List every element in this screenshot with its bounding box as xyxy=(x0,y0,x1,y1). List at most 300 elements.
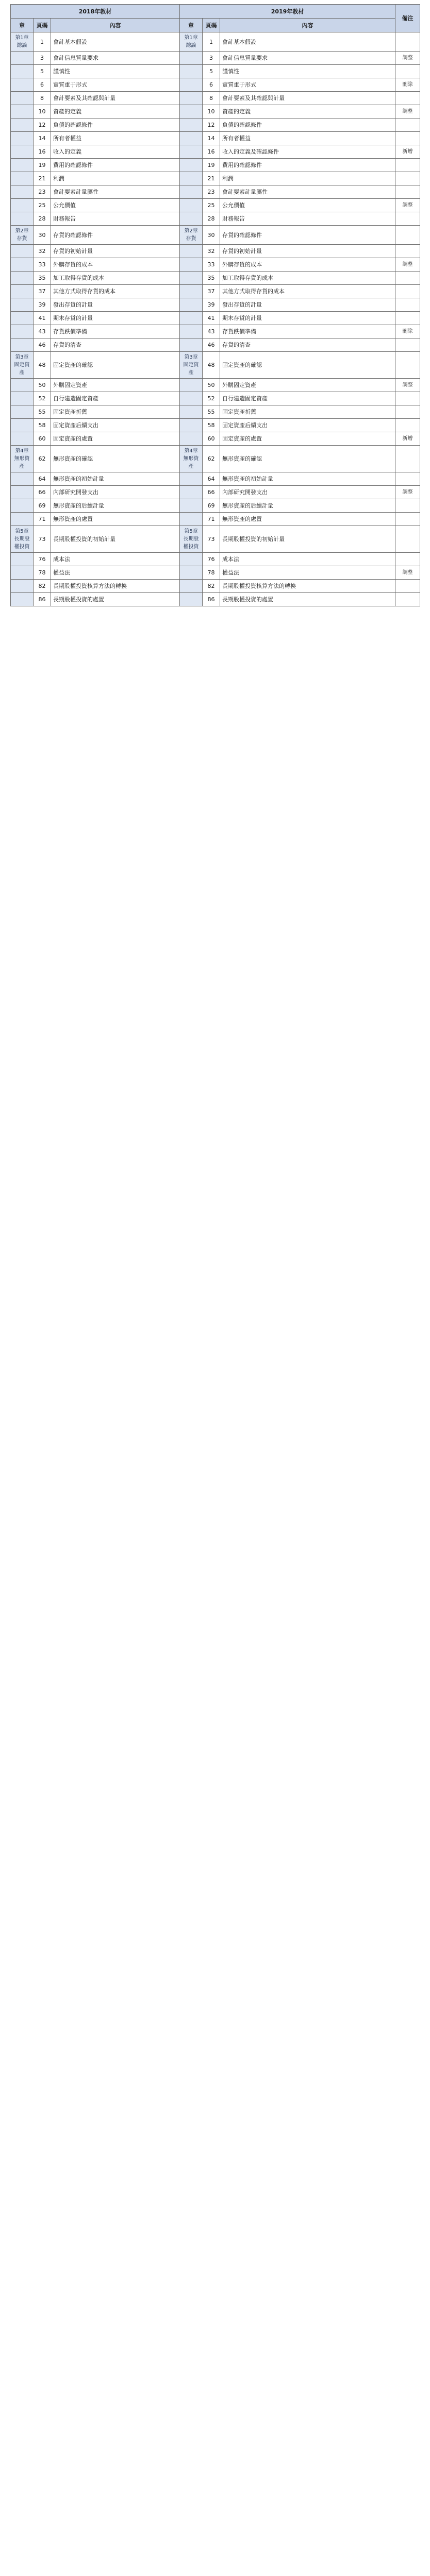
old-page-cell: 16 xyxy=(34,145,51,159)
old-chapter-cell: 第3章 固定資產 xyxy=(11,352,34,379)
old-content-col: 內容 xyxy=(51,19,180,32)
new-page-cell: 25 xyxy=(203,199,220,212)
old-content-cell: 謹慎性 xyxy=(51,65,180,78)
remark-cell xyxy=(395,132,420,145)
new-page-cell: 14 xyxy=(203,132,220,145)
new-content-cell: 成本法 xyxy=(220,553,395,566)
old-content-cell: 會計基本假設 xyxy=(51,32,180,52)
old-content-cell: 存貨的初始計量 xyxy=(51,245,180,258)
table-row xyxy=(11,419,420,432)
old-chapter-cell xyxy=(11,566,34,580)
new-content-cell: 費用的確認條件 xyxy=(220,159,395,172)
new-chapter-cell xyxy=(180,132,203,145)
new-content-cell: 長期股權投資的初始計量 xyxy=(220,526,395,553)
table-row xyxy=(11,499,420,513)
table-row xyxy=(11,118,420,132)
new-page-cell: 62 xyxy=(203,446,220,472)
table-row xyxy=(11,325,420,338)
table-row xyxy=(11,212,420,226)
new-content-cell: 謹慎性 xyxy=(220,65,395,78)
new-content-cell: 無形資產的處置 xyxy=(220,513,395,526)
old-chapter-cell xyxy=(11,392,34,405)
new-content-cell: 其他方式取得存貨的成本 xyxy=(220,285,395,298)
old-chapter-cell xyxy=(11,145,34,159)
remark-cell xyxy=(395,245,420,258)
old-page-cell: 19 xyxy=(34,159,51,172)
new-page-cell: 21 xyxy=(203,172,220,185)
new-content-cell: 長期股權投資的處置 xyxy=(220,593,395,606)
old-page-cell: 50 xyxy=(34,379,51,392)
new-content-cell: 存貨跌價準備 xyxy=(220,325,395,338)
new-page-cell: 33 xyxy=(203,258,220,272)
old-page-cell: 1 xyxy=(34,32,51,52)
old-chapter-cell xyxy=(11,486,34,499)
old-content-cell: 所有者權益 xyxy=(51,132,180,145)
old-content-cell: 費用的確認條件 xyxy=(51,159,180,172)
new-page-cell: 3 xyxy=(203,52,220,65)
new-page-cell: 55 xyxy=(203,405,220,419)
old-chapter-cell xyxy=(11,298,34,312)
remark-cell xyxy=(395,159,420,172)
comparison-table-page xyxy=(10,4,420,606)
new-content-cell: 存貨的初始計量 xyxy=(220,245,395,258)
old-content-cell: 外購固定資產 xyxy=(51,379,180,392)
remark-cell xyxy=(395,352,420,379)
old-content-cell: 固定資產的確認 xyxy=(51,352,180,379)
old-chapter-cell: 第1章 總論 xyxy=(11,32,34,52)
old-content-cell: 負債的確認條件 xyxy=(51,118,180,132)
table-row xyxy=(11,78,420,92)
old-chapter-cell xyxy=(11,312,34,325)
remark-cell xyxy=(395,446,420,472)
table-row xyxy=(11,486,420,499)
new-page-cell: 69 xyxy=(203,499,220,513)
new-page-cell: 19 xyxy=(203,159,220,172)
remark-cell xyxy=(395,272,420,285)
remark-cell xyxy=(395,312,420,325)
new-page-cell: 28 xyxy=(203,212,220,226)
old-page-cell: 6 xyxy=(34,78,51,92)
old-chapter-cell xyxy=(11,499,34,513)
new-chapter-cell xyxy=(180,379,203,392)
old-page-cell: 3 xyxy=(34,52,51,65)
new-edition-heading: 2019年教材 xyxy=(180,5,395,19)
old-chapter-cell: 第2章 存貨 xyxy=(11,226,34,245)
old-page-cell: 76 xyxy=(34,553,51,566)
old-content-cell: 權益法 xyxy=(51,566,180,580)
new-chapter-cell xyxy=(180,405,203,419)
table-row xyxy=(11,446,420,472)
old-page-cell: 12 xyxy=(34,118,51,132)
new-chapter-cell xyxy=(180,185,203,199)
remark-cell: 調整 xyxy=(395,379,420,392)
remark-cell xyxy=(395,118,420,132)
new-content-cell: 無形資產的初始計量 xyxy=(220,472,395,486)
new-content-cell: 內部研究開發支出 xyxy=(220,486,395,499)
old-page-cell: 28 xyxy=(34,212,51,226)
old-content-cell: 收入的定義 xyxy=(51,145,180,159)
new-chapter-cell: 第4章 無形資產 xyxy=(180,446,203,472)
old-page-cell: 69 xyxy=(34,499,51,513)
old-page-cell: 30 xyxy=(34,226,51,245)
table-row xyxy=(11,92,420,105)
old-page-cell: 82 xyxy=(34,580,51,593)
old-content-cell: 長期股權投資的初始計量 xyxy=(51,526,180,553)
old-content-cell: 長期股權投資核算方法的轉換 xyxy=(51,580,180,593)
new-page-cell: 76 xyxy=(203,553,220,566)
new-page-cell: 43 xyxy=(203,325,220,338)
new-content-cell: 所有者權益 xyxy=(220,132,395,145)
new-chapter-cell xyxy=(180,553,203,566)
new-page-cell: 1 xyxy=(203,32,220,52)
new-chapter-cell: 第5章 長期股權投資 xyxy=(180,526,203,553)
old-page-col: 頁碼 xyxy=(34,19,51,32)
old-page-cell: 55 xyxy=(34,405,51,419)
old-content-cell: 內部研究開發支出 xyxy=(51,486,180,499)
old-page-cell: 58 xyxy=(34,419,51,432)
old-page-cell: 23 xyxy=(34,185,51,199)
old-chapter-cell xyxy=(11,52,34,65)
remark-cell xyxy=(395,32,420,52)
table-row xyxy=(11,172,420,185)
new-chapter-cell xyxy=(180,285,203,298)
old-content-cell: 存貨的清查 xyxy=(51,338,180,352)
old-content-cell: 無形資產的處置 xyxy=(51,513,180,526)
new-content-col: 內容 xyxy=(220,19,395,32)
table-row xyxy=(11,553,420,566)
table-row xyxy=(11,285,420,298)
new-chapter-cell xyxy=(180,52,203,65)
old-page-cell: 43 xyxy=(34,325,51,338)
table-row xyxy=(11,405,420,419)
new-page-cell: 60 xyxy=(203,432,220,446)
new-content-cell: 會計要素及其確認與計量 xyxy=(220,92,395,105)
remark-cell xyxy=(395,338,420,352)
new-page-cell: 50 xyxy=(203,379,220,392)
new-content-cell: 長期股權投資核算方法的轉換 xyxy=(220,580,395,593)
remark-cell xyxy=(395,580,420,593)
new-content-cell: 利潤 xyxy=(220,172,395,185)
new-page-cell: 73 xyxy=(203,526,220,553)
new-content-cell: 實質重于形式 xyxy=(220,78,395,92)
new-chapter-cell xyxy=(180,272,203,285)
new-chapter-cell: 第1章 總論 xyxy=(180,32,203,52)
new-content-cell: 資產的定義 xyxy=(220,105,395,118)
old-page-cell: 62 xyxy=(34,446,51,472)
remark-cell xyxy=(395,285,420,298)
new-page-cell: 52 xyxy=(203,392,220,405)
old-content-cell: 長期股權投資的處置 xyxy=(51,593,180,606)
old-chapter-cell xyxy=(11,92,34,105)
old-page-cell: 32 xyxy=(34,245,51,258)
old-page-cell: 25 xyxy=(34,199,51,212)
old-page-cell: 71 xyxy=(34,513,51,526)
old-page-cell: 73 xyxy=(34,526,51,553)
old-page-cell: 60 xyxy=(34,432,51,446)
old-content-cell: 固定資產的處置 xyxy=(51,432,180,446)
new-page-cell: 71 xyxy=(203,513,220,526)
new-page-cell: 6 xyxy=(203,78,220,92)
old-content-cell: 其他方式取得存貨的成本 xyxy=(51,285,180,298)
old-content-cell: 存貨跌價準備 xyxy=(51,325,180,338)
table-row xyxy=(11,472,420,486)
remark-cell xyxy=(395,172,420,185)
old-chapter-cell xyxy=(11,472,34,486)
old-page-cell: 78 xyxy=(34,566,51,580)
new-page-cell: 48 xyxy=(203,352,220,379)
new-content-cell: 無形資產的后續計量 xyxy=(220,499,395,513)
new-content-cell: 權益法 xyxy=(220,566,395,580)
new-content-cell: 外購固定資產 xyxy=(220,379,395,392)
new-page-cell: 23 xyxy=(203,185,220,199)
new-page-cell: 8 xyxy=(203,92,220,105)
old-content-cell: 實質重于形式 xyxy=(51,78,180,92)
remark-cell xyxy=(395,513,420,526)
new-content-cell: 加工取得存貨的成本 xyxy=(220,272,395,285)
new-page-cell: 39 xyxy=(203,298,220,312)
old-chapter-cell xyxy=(11,553,34,566)
remark-cell xyxy=(395,65,420,78)
table-row xyxy=(11,226,420,245)
new-page-cell: 37 xyxy=(203,285,220,298)
old-chapter-cell xyxy=(11,65,34,78)
old-chapter-cell xyxy=(11,78,34,92)
new-page-cell: 41 xyxy=(203,312,220,325)
old-chapter-cell xyxy=(11,132,34,145)
remark-cell: 調整 xyxy=(395,105,420,118)
old-page-cell: 8 xyxy=(34,92,51,105)
new-chapter-cell xyxy=(180,298,203,312)
new-page-cell: 32 xyxy=(203,245,220,258)
new-content-cell: 會計基本假設 xyxy=(220,32,395,52)
new-content-cell: 財務報告 xyxy=(220,212,395,226)
remark-cell xyxy=(395,593,420,606)
table-row xyxy=(11,52,420,65)
old-content-cell: 資產的定義 xyxy=(51,105,180,118)
comparison-rows xyxy=(11,32,420,606)
old-chapter-cell xyxy=(11,580,34,593)
remark-cell: 調整 xyxy=(395,486,420,499)
new-chapter-col: 章 xyxy=(180,19,203,32)
old-content-cell: 成本法 xyxy=(51,553,180,566)
remark-cell xyxy=(395,212,420,226)
remark-cell xyxy=(395,405,420,419)
new-chapter-cell xyxy=(180,338,203,352)
table-row xyxy=(11,258,420,272)
table-row xyxy=(11,580,420,593)
new-page-cell: 86 xyxy=(203,593,220,606)
table-row xyxy=(11,145,420,159)
new-content-cell: 會計要素計量屬性 xyxy=(220,185,395,199)
new-page-cell: 46 xyxy=(203,338,220,352)
remark-cell xyxy=(395,472,420,486)
new-content-cell: 自行建造固定資產 xyxy=(220,392,395,405)
remark-cell xyxy=(395,526,420,553)
table-row xyxy=(11,593,420,606)
new-content-cell: 存貨的確認條件 xyxy=(220,226,395,245)
old-page-cell: 66 xyxy=(34,486,51,499)
table-row xyxy=(11,105,420,118)
remark-cell xyxy=(395,392,420,405)
old-content-cell: 會計要素計量屬性 xyxy=(51,185,180,199)
table-row xyxy=(11,245,420,258)
new-chapter-cell xyxy=(180,419,203,432)
old-chapter-cell xyxy=(11,432,34,446)
new-page-cell: 64 xyxy=(203,472,220,486)
new-page-cell: 5 xyxy=(203,65,220,78)
old-chapter-cell xyxy=(11,272,34,285)
new-chapter-cell xyxy=(180,432,203,446)
table-row xyxy=(11,379,420,392)
new-chapter-cell xyxy=(180,78,203,92)
new-page-cell: 35 xyxy=(203,272,220,285)
new-content-cell: 會計信息質量要求 xyxy=(220,52,395,65)
table-row xyxy=(11,199,420,212)
old-content-cell: 固定資產后續支出 xyxy=(51,419,180,432)
new-page-cell: 16 xyxy=(203,145,220,159)
old-chapter-cell xyxy=(11,172,34,185)
old-page-cell: 33 xyxy=(34,258,51,272)
table-row xyxy=(11,298,420,312)
remark-cell xyxy=(395,499,420,513)
old-page-cell: 14 xyxy=(34,132,51,145)
new-content-cell: 期末存貨的計量 xyxy=(220,312,395,325)
old-content-cell: 存貨的確認條件 xyxy=(51,226,180,245)
old-page-cell: 48 xyxy=(34,352,51,379)
table-row xyxy=(11,312,420,325)
old-page-cell: 21 xyxy=(34,172,51,185)
new-content-cell: 外購存貨的成本 xyxy=(220,258,395,272)
old-chapter-cell xyxy=(11,513,34,526)
old-content-cell: 公允價值 xyxy=(51,199,180,212)
remark-cell: 新增 xyxy=(395,145,420,159)
old-content-cell: 自行建造固定資產 xyxy=(51,392,180,405)
old-page-cell: 52 xyxy=(34,392,51,405)
old-chapter-cell xyxy=(11,285,34,298)
old-chapter-cell xyxy=(11,212,34,226)
new-chapter-cell xyxy=(180,105,203,118)
table-row xyxy=(11,185,420,199)
table-row xyxy=(11,272,420,285)
old-chapter-cell xyxy=(11,159,34,172)
old-content-cell: 會計要素及其確認與計量 xyxy=(51,92,180,105)
new-content-cell: 存貨的清查 xyxy=(220,338,395,352)
old-content-cell: 無形資產的初始計量 xyxy=(51,472,180,486)
new-content-cell: 負債的確認條件 xyxy=(220,118,395,132)
remark-cell xyxy=(395,92,420,105)
remark-cell xyxy=(395,298,420,312)
new-page-cell: 82 xyxy=(203,580,220,593)
old-page-cell: 41 xyxy=(34,312,51,325)
new-chapter-cell xyxy=(180,65,203,78)
new-chapter-cell xyxy=(180,212,203,226)
new-page-cell: 30 xyxy=(203,226,220,245)
table-row xyxy=(11,566,420,580)
old-chapter-cell xyxy=(11,118,34,132)
table-row xyxy=(11,352,420,379)
old-chapter-cell xyxy=(11,105,34,118)
new-content-cell: 固定資產折舊 xyxy=(220,405,395,419)
remark-cell: 調整 xyxy=(395,52,420,65)
old-edition-heading: 2018年教材 xyxy=(11,5,180,19)
old-page-cell: 35 xyxy=(34,272,51,285)
old-chapter-cell xyxy=(11,405,34,419)
old-content-cell: 無形資產的確認 xyxy=(51,446,180,472)
old-chapter-cell xyxy=(11,199,34,212)
old-page-cell: 64 xyxy=(34,472,51,486)
new-chapter-cell xyxy=(180,392,203,405)
table-row xyxy=(11,132,420,145)
remark-cell xyxy=(395,553,420,566)
edition-comparison-table xyxy=(10,4,420,606)
remark-cell xyxy=(395,226,420,245)
old-content-cell: 發出存貨的計量 xyxy=(51,298,180,312)
old-chapter-cell xyxy=(11,245,34,258)
new-page-cell: 58 xyxy=(203,419,220,432)
remark-cell: 刪除 xyxy=(395,78,420,92)
remark-cell xyxy=(395,185,420,199)
new-page-col: 頁碼 xyxy=(203,19,220,32)
new-chapter-cell xyxy=(180,499,203,513)
old-page-cell: 10 xyxy=(34,105,51,118)
old-chapter-cell xyxy=(11,185,34,199)
old-chapter-cell xyxy=(11,419,34,432)
table-row xyxy=(11,159,420,172)
old-page-cell: 37 xyxy=(34,285,51,298)
old-content-cell: 無形資產的后續計量 xyxy=(51,499,180,513)
old-content-cell: 期末存貨的計量 xyxy=(51,312,180,325)
new-chapter-cell xyxy=(180,145,203,159)
old-chapter-cell: 第4章 無形資產 xyxy=(11,446,34,472)
new-content-cell: 公允價值 xyxy=(220,199,395,212)
old-content-cell: 會計信息質量要求 xyxy=(51,52,180,65)
old-content-cell: 加工取得存貨的成本 xyxy=(51,272,180,285)
old-chapter-cell xyxy=(11,338,34,352)
new-content-cell: 發出存貨的計量 xyxy=(220,298,395,312)
remark-cell: 刪除 xyxy=(395,325,420,338)
old-content-cell: 財務報告 xyxy=(51,212,180,226)
new-chapter-cell xyxy=(180,593,203,606)
new-page-cell: 66 xyxy=(203,486,220,499)
new-chapter-cell xyxy=(180,258,203,272)
new-content-cell: 無形資產的確認 xyxy=(220,446,395,472)
new-chapter-cell xyxy=(180,513,203,526)
old-chapter-col: 章 xyxy=(11,19,34,32)
remark-cell xyxy=(395,419,420,432)
new-content-cell: 固定資產的處置 xyxy=(220,432,395,446)
old-content-cell: 固定資產折舊 xyxy=(51,405,180,419)
new-chapter-cell xyxy=(180,486,203,499)
new-chapter-cell xyxy=(180,92,203,105)
table-row xyxy=(11,32,420,52)
old-page-cell: 46 xyxy=(34,338,51,352)
old-page-cell: 86 xyxy=(34,593,51,606)
new-chapter-cell xyxy=(180,159,203,172)
table-row xyxy=(11,338,420,352)
new-content-cell: 收入的定義及確認條件 xyxy=(220,145,395,159)
remark-cell: 新增 xyxy=(395,432,420,446)
old-page-cell: 39 xyxy=(34,298,51,312)
table-row xyxy=(11,392,420,405)
table-row xyxy=(11,432,420,446)
new-chapter-cell xyxy=(180,472,203,486)
new-content-cell: 固定資產的確認 xyxy=(220,352,395,379)
table-row xyxy=(11,513,420,526)
new-chapter-cell xyxy=(180,312,203,325)
new-chapter-cell xyxy=(180,580,203,593)
new-content-cell: 固定資產后續支出 xyxy=(220,419,395,432)
old-page-cell: 5 xyxy=(34,65,51,78)
